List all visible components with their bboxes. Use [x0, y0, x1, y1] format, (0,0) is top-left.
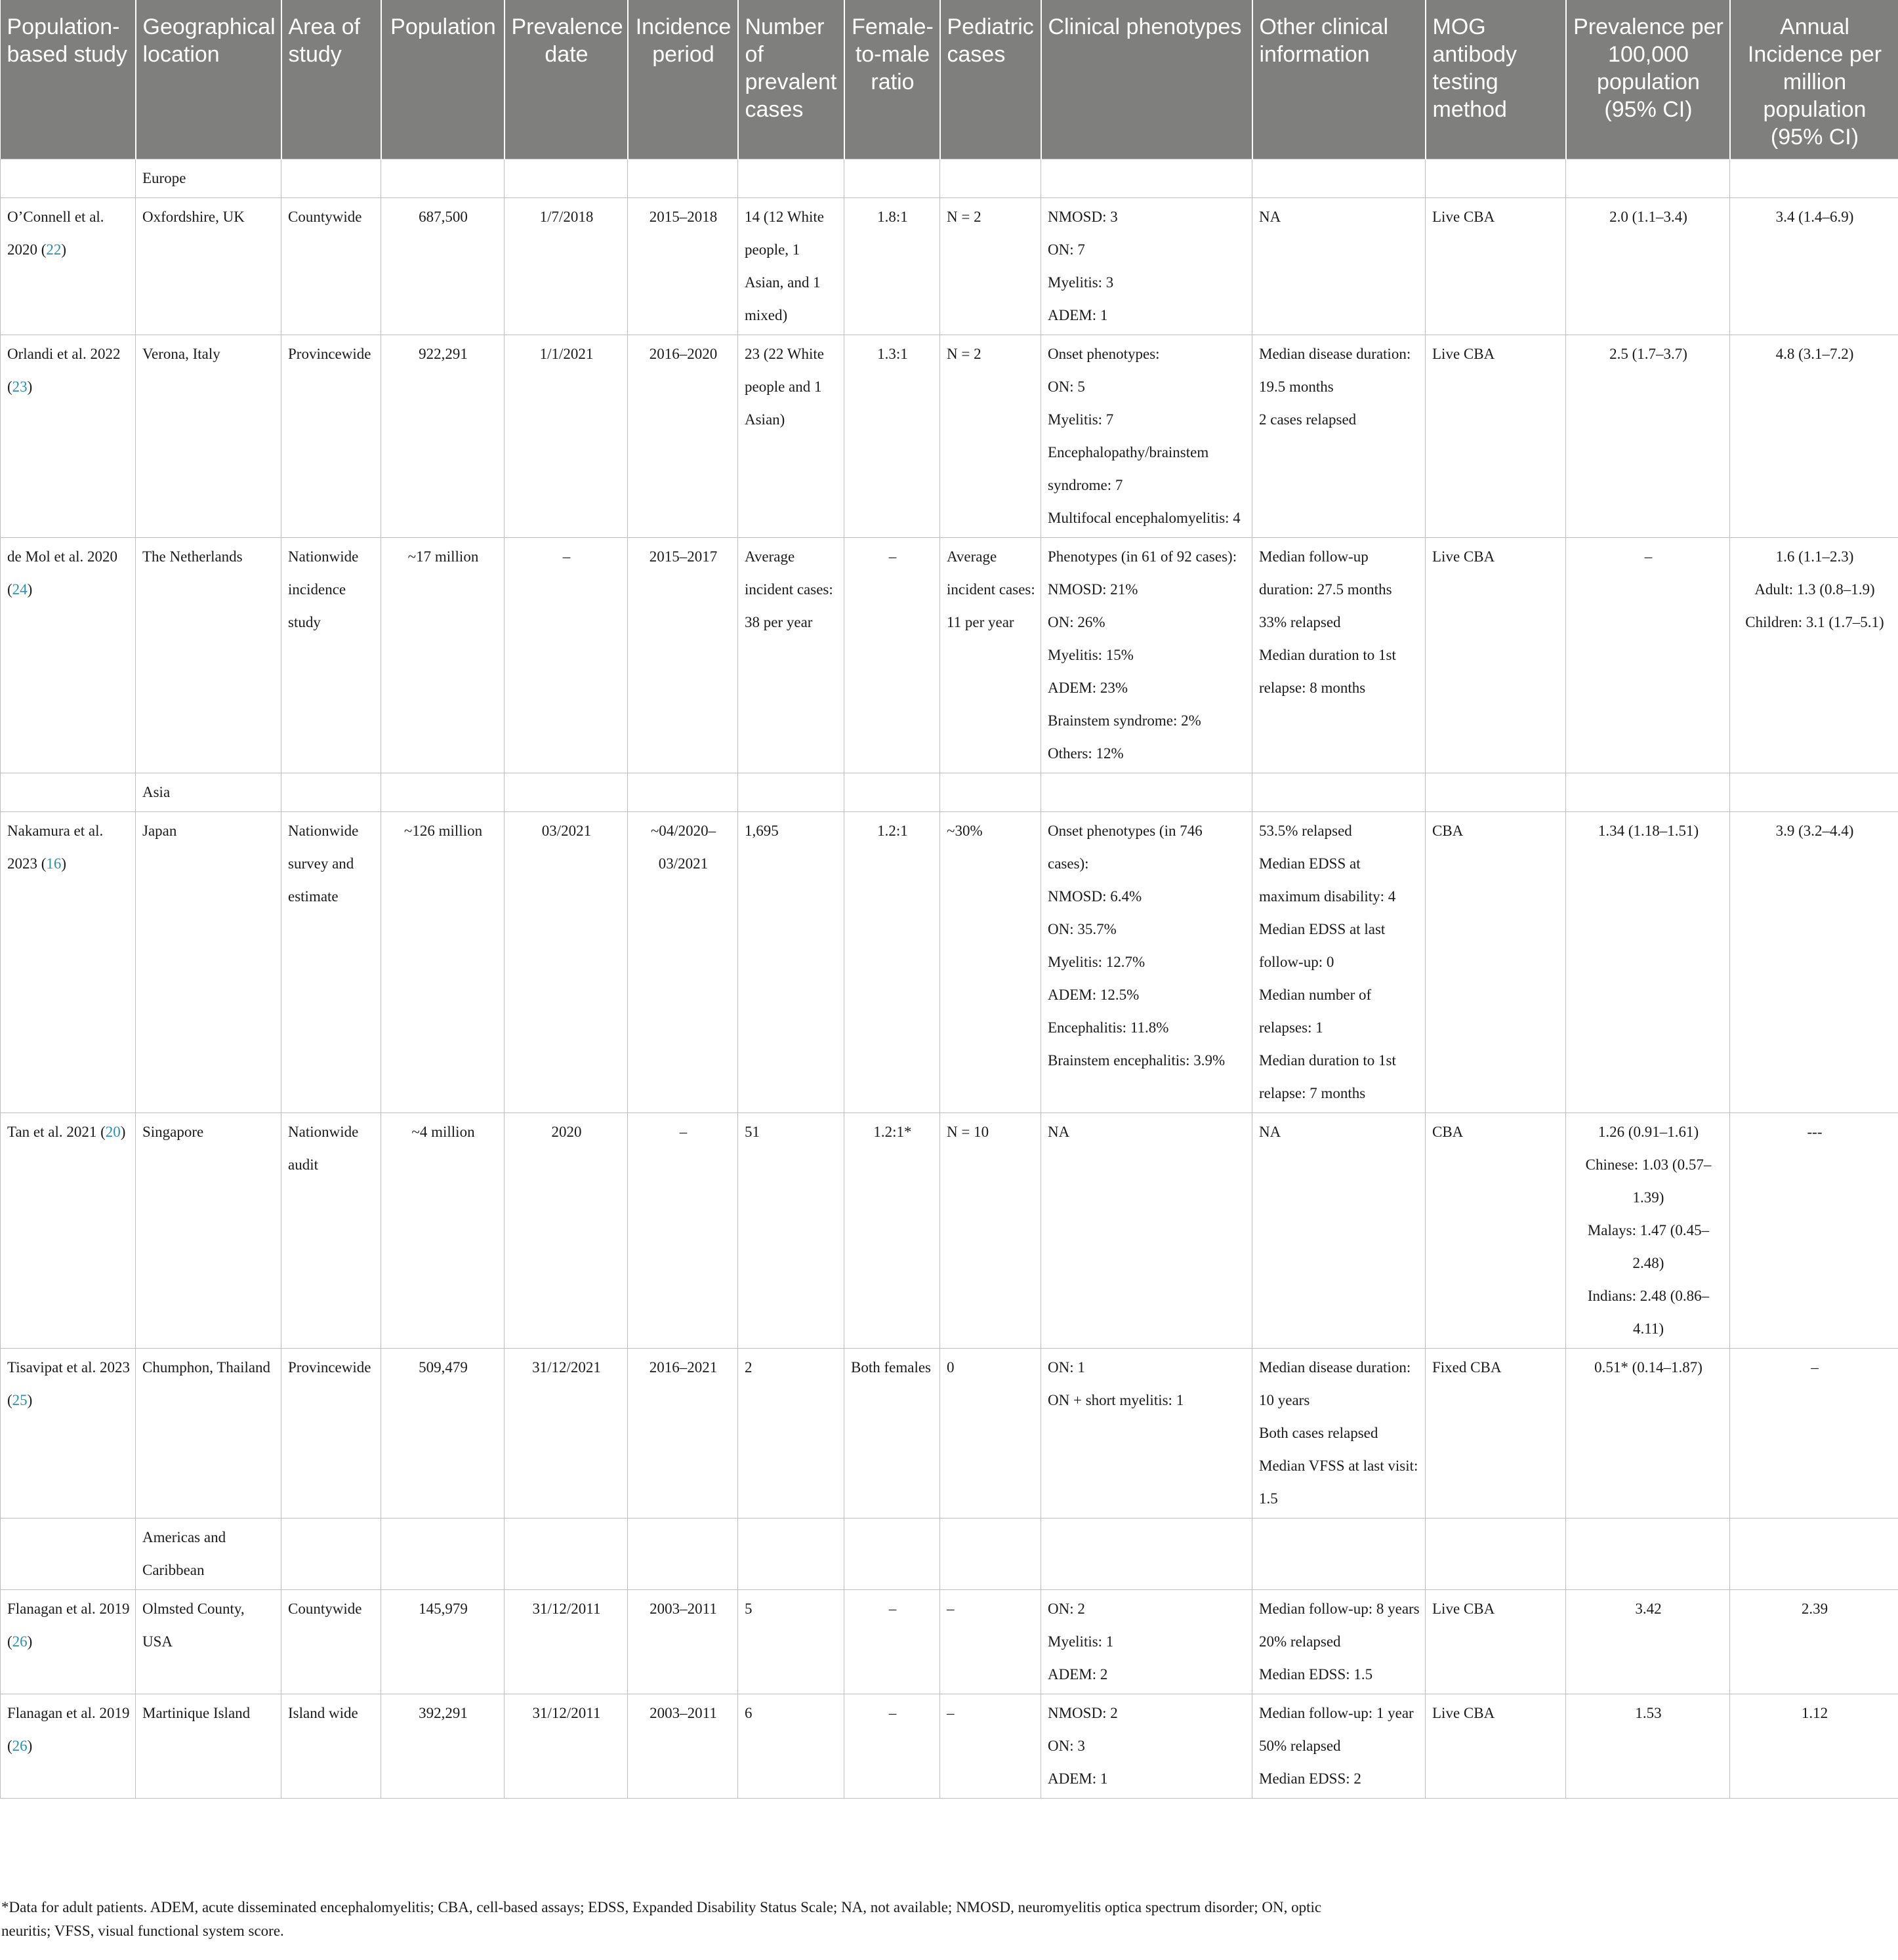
incidence-cell: [1730, 1113, 1898, 1349]
incidence-period-cell: 2016–2021: [628, 1349, 738, 1519]
study-name: O’Connell et al. 2020: [7, 209, 104, 258]
prevalence-cell-line: 2.0 (1.1–3.4): [1609, 209, 1687, 225]
empty-cell: [1566, 773, 1730, 812]
incidence-period-cell: 2015–2017: [628, 538, 738, 773]
empty-cell: [940, 773, 1041, 812]
prevalence-cell-line: –: [1644, 548, 1653, 565]
table-row: [1, 1113, 1898, 1349]
incidence-period-cell: 2016–2020: [628, 335, 738, 538]
location-cell: The Netherlands: [136, 538, 281, 773]
table-row: [1, 1694, 1898, 1799]
prevalence-date-cell: –: [505, 538, 628, 773]
phenotypes-cell-line: ON: 1: [1048, 1359, 1085, 1376]
prevalent-cases-cell: 2: [738, 1349, 844, 1519]
phenotypes-cell-line: Brainstem encephalitis: 3.9%: [1048, 1052, 1226, 1069]
area-cell: Provincewide: [281, 1349, 381, 1519]
header-incidence: Annual Incidence per million population (95% CI): [1730, 0, 1898, 159]
phenotypes-cell-line: ON: 5: [1048, 378, 1085, 395]
study-cell: Flanagan et al. 2019 (26): [1, 1694, 136, 1799]
empty-cell: [940, 1519, 1041, 1590]
area-cell: Nationwide audit: [281, 1113, 381, 1349]
study-name: Tisavipat et al. 2023: [7, 1359, 130, 1376]
ratio-cell: –: [844, 1590, 940, 1694]
other-info-cell: [1252, 812, 1426, 1113]
method-cell: CBA: [1426, 812, 1566, 1113]
phenotypes-cell-line: NMOSD: 21%: [1048, 581, 1138, 598]
incidence-period-cell: –: [628, 1113, 738, 1349]
phenotypes-cell-line: Myelitis: 1: [1048, 1633, 1114, 1650]
empty-cell: [1041, 773, 1252, 812]
other-info-cell-line: NA: [1259, 209, 1281, 225]
header-location: Geographical location: [136, 0, 281, 159]
empty-cell: [1, 1519, 136, 1590]
empty-cell: [738, 159, 844, 198]
study-name: Flanagan et al. 2019: [7, 1601, 130, 1617]
other-info-cell-line: Median EDSS: 2: [1259, 1770, 1361, 1787]
region-row-americas: [1, 1519, 1898, 1590]
phenotypes-cell: [1041, 335, 1252, 538]
study-name: Flanagan et al. 2019: [7, 1705, 130, 1721]
incidence-cell: [1730, 198, 1898, 335]
empty-cell: [281, 1519, 381, 1590]
reference-link[interactable]: 26: [12, 1738, 28, 1754]
phenotypes-cell-line: ON + short myelitis: 1: [1048, 1392, 1184, 1408]
study-cell: Tan et al. 2021 (20): [1, 1113, 136, 1349]
method-cell: Fixed CBA: [1426, 1349, 1566, 1519]
phenotypes-cell: [1041, 812, 1252, 1113]
location-cell: Verona, Italy: [136, 335, 281, 538]
population-cell: 687,500: [381, 198, 505, 335]
empty-cell: [1252, 1519, 1426, 1590]
prevalence-cell-line: 1.53: [1635, 1705, 1662, 1721]
pediatric-cell: 0: [940, 1349, 1041, 1519]
reference-link[interactable]: 23: [12, 378, 28, 395]
study-cell: Nakamura et al. 2023 (16): [1, 812, 136, 1113]
phenotypes-cell-line: Myelitis: 7: [1048, 411, 1114, 428]
empty-cell: [628, 1519, 738, 1590]
incidence-cell-line: 1.6 (1.1–2.3): [1775, 548, 1854, 565]
prevalence-cell-line: 2.5 (1.7–3.7): [1609, 346, 1687, 362]
incidence-cell-line: –: [1811, 1359, 1819, 1376]
prevalent-cases-cell: 5: [738, 1590, 844, 1694]
other-info-cell-line: Both cases relapsed: [1259, 1425, 1378, 1441]
prevalence-cell: [1566, 1694, 1730, 1799]
prevalence-date-cell: 1/7/2018: [505, 198, 628, 335]
pediatric-cell: N = 2: [940, 198, 1041, 335]
phenotypes-cell-line: Myelitis: 15%: [1048, 647, 1134, 663]
region-label: Asia: [136, 773, 281, 812]
method-cell: Live CBA: [1426, 1590, 1566, 1694]
location-cell: Olmsted County, USA: [136, 1590, 281, 1694]
prevalence-date-cell: 1/1/2021: [505, 335, 628, 538]
phenotypes-cell-line: ADEM: 1: [1048, 1770, 1108, 1787]
empty-cell: [1566, 159, 1730, 198]
table-footnote: *Data for adult patients. ADEM, acute disseminated encephalomyelitis; CBA, cell-based assays; EDSS, Expanded Disability Status Scale; NA, not available; NMOSD, neuromyelitis optica spectrum disorder; ON, optic neuritis; VFSS, visual functional system score.: [1, 1899, 1322, 1939]
method-cell: Live CBA: [1426, 1694, 1566, 1799]
other-info-cell-line: Median follow-up: 1 year: [1259, 1705, 1414, 1721]
incidence-cell: [1730, 1349, 1898, 1519]
other-info-cell-line: Median duration to 1st relapse: 8 months: [1259, 647, 1396, 696]
phenotypes-cell-line: NMOSD: 3: [1048, 209, 1118, 225]
empty-cell: [505, 773, 628, 812]
method-cell: Live CBA: [1426, 198, 1566, 335]
other-info-cell-line: 20% relapsed: [1259, 1633, 1341, 1650]
prevalent-cases-cell: Average incident cases: 38 per year: [738, 538, 844, 773]
other-info-cell-line: Median disease duration: 10 years: [1259, 1359, 1411, 1408]
prevalent-cases-cell: 23 (22 White people and 1 Asian): [738, 335, 844, 538]
area-cell: Island wide: [281, 1694, 381, 1799]
empty-cell: [505, 1519, 628, 1590]
phenotypes-cell-line: ADEM: 12.5%: [1048, 987, 1140, 1003]
prevalence-cell-line: 3.42: [1635, 1601, 1662, 1617]
header-prevalence: Prevalence per 100,000 population (95% CI): [1566, 0, 1730, 159]
study-name: Nakamura et al. 2023: [7, 823, 104, 872]
ratio-cell: –: [844, 538, 940, 773]
phenotypes-cell-line: ON: 2: [1048, 1601, 1085, 1617]
population-cell: ~17 million: [381, 538, 505, 773]
phenotypes-cell-line: ON: 3: [1048, 1738, 1085, 1754]
region-label: Americas and Caribbean: [136, 1519, 281, 1590]
other-info-cell-line: Median number of relapses: 1: [1259, 987, 1372, 1036]
empty-cell: [844, 773, 940, 812]
other-info-cell: [1252, 1590, 1426, 1694]
phenotypes-cell-line: Myelitis: 3: [1048, 274, 1114, 291]
prevalence-date-cell: 03/2021: [505, 812, 628, 1113]
phenotypes-cell: [1041, 538, 1252, 773]
pediatric-cell: ~30%: [940, 812, 1041, 1113]
other-info-cell-line: Median duration to 1st relapse: 7 months: [1259, 1052, 1396, 1101]
prevalence-cell: [1566, 1349, 1730, 1519]
reference-link[interactable]: 20: [105, 1124, 121, 1140]
ratio-cell: 1.2:1*: [844, 1113, 940, 1349]
prevalence-cell: [1566, 335, 1730, 538]
table-row: [1, 1349, 1898, 1519]
empty-cell: [628, 159, 738, 198]
phenotypes-cell: [1041, 1113, 1252, 1349]
population-cell: 392,291: [381, 1694, 505, 1799]
incidence-cell-line: 3.9 (3.2–4.4): [1775, 823, 1854, 839]
empty-cell: [1041, 159, 1252, 198]
header-population: Population: [381, 0, 505, 159]
prevalence-date-cell: 31/12/2011: [505, 1590, 628, 1694]
location-cell: Japan: [136, 812, 281, 1113]
phenotypes-cell-line: Onset phenotypes (in 746 cases):: [1048, 823, 1203, 872]
location-cell: Singapore: [136, 1113, 281, 1349]
table-body: [1, 159, 1898, 1799]
area-cell: Provincewide: [281, 335, 381, 538]
pediatric-cell: –: [940, 1694, 1041, 1799]
prevalence-cell-line: Malays: 1.47 (0.45–2.48): [1587, 1222, 1710, 1271]
method-cell: Live CBA: [1426, 538, 1566, 773]
location-cell: Oxfordshire, UK: [136, 198, 281, 335]
header-mog-method: MOG antibody testing method: [1426, 0, 1566, 159]
other-info-cell: [1252, 1694, 1426, 1799]
other-info-cell-line: Median EDSS at last follow-up: 0: [1259, 921, 1386, 970]
phenotypes-cell-line: ADEM: 2: [1048, 1666, 1108, 1683]
incidence-period-cell: 2003–2011: [628, 1694, 738, 1799]
prevalence-cell-line: 1.34 (1.18–1.51): [1598, 823, 1699, 839]
study-cell: Orlandi et al. 2022 (23): [1, 335, 136, 538]
empty-cell: [1041, 1519, 1252, 1590]
prevalent-cases-cell: 51: [738, 1113, 844, 1349]
empty-cell: [1, 773, 136, 812]
phenotypes-cell-line: ON: 7: [1048, 241, 1085, 258]
incidence-cell-line: 4.8 (3.1–7.2): [1775, 346, 1854, 362]
region-row-europe: [1, 159, 1898, 198]
other-info-cell-line: NA: [1259, 1124, 1281, 1140]
header-incidence-period: Incidence period: [628, 0, 738, 159]
empty-cell: [381, 1519, 505, 1590]
population-cell: 145,979: [381, 1590, 505, 1694]
study-cell: O’Connell et al. 2020 (22): [1, 198, 136, 335]
other-info-cell-line: Median VFSS at last visit: 1.5: [1259, 1458, 1418, 1507]
prevalence-date-cell: 2020: [505, 1113, 628, 1349]
empty-cell: [738, 1519, 844, 1590]
population-cell: ~4 million: [381, 1113, 505, 1349]
ratio-cell: 1.2:1: [844, 812, 940, 1113]
empty-cell: [940, 159, 1041, 198]
table-row: [1, 1590, 1898, 1694]
phenotypes-cell-line: ON: 35.7%: [1048, 921, 1117, 937]
reference-link[interactable]: 16: [46, 855, 62, 872]
header-other-info: Other clinical information: [1252, 0, 1426, 159]
population-cell: 922,291: [381, 335, 505, 538]
phenotypes-cell-line: Myelitis: 12.7%: [1048, 954, 1145, 970]
incidence-cell-line: 2.39: [1801, 1601, 1828, 1617]
prevalence-cell: [1566, 538, 1730, 773]
phenotypes-cell-line: Brainstem syndrome: 2%: [1048, 712, 1201, 729]
table-row: [1, 812, 1898, 1113]
area-cell: Nationwide survey and estimate: [281, 812, 381, 1113]
empty-cell: [1426, 159, 1566, 198]
reference-link[interactable]: 22: [46, 241, 62, 258]
prevalence-cell-line: Chinese: 1.03 (0.57–1.39): [1585, 1156, 1712, 1206]
area-cell: Nationwide incidence study: [281, 538, 381, 773]
population-cell: 509,479: [381, 1349, 505, 1519]
incidence-period-cell: ~04/2020–03/2021: [628, 812, 738, 1113]
phenotypes-cell-line: Encephalopathy/brainstem syndrome: 7: [1048, 444, 1209, 493]
table-row: [1, 538, 1898, 773]
prevalence-cell: [1566, 198, 1730, 335]
study-cell: de Mol et al. 2020 (24): [1, 538, 136, 773]
region-row-asia: [1, 773, 1898, 812]
method-cell: Live CBA: [1426, 335, 1566, 538]
phenotypes-cell: [1041, 198, 1252, 335]
header-prevalence-date: Prevalence date: [505, 0, 628, 159]
header-ratio: Female-to-male ratio: [844, 0, 940, 159]
empty-cell: [381, 773, 505, 812]
other-info-cell-line: 33% relapsed: [1259, 614, 1341, 630]
incidence-period-cell: 2015–2018: [628, 198, 738, 335]
prevalence-cell: [1566, 1113, 1730, 1349]
other-info-cell-line: Median follow-up: 8 years: [1259, 1601, 1420, 1617]
prevalence-cell: [1566, 812, 1730, 1113]
other-info-cell: [1252, 198, 1426, 335]
phenotypes-cell-line: Onset phenotypes:: [1048, 346, 1160, 362]
incidence-period-cell: 2003–2011: [628, 1590, 738, 1694]
incidence-cell-line: Adult: 1.3 (0.8–1.9): [1754, 581, 1875, 598]
prevalence-cell-line: 1.26 (0.91–1.61): [1598, 1124, 1699, 1140]
phenotypes-cell: [1041, 1590, 1252, 1694]
header-prevalent-cases: Number of prevalent cases: [738, 0, 844, 159]
other-info-cell: [1252, 1113, 1426, 1349]
incidence-cell-line: Children: 3.1 (1.7–5.1): [1745, 614, 1884, 630]
prevalence-cell-line: Indians: 2.48 (0.86–4.11): [1587, 1288, 1710, 1337]
other-info-cell: [1252, 335, 1426, 538]
population-cell: ~126 million: [381, 812, 505, 1113]
prevalence-cell: [1566, 1590, 1730, 1694]
prevalent-cases-cell: 1,695: [738, 812, 844, 1113]
header-pediatric: Pediatric cases: [940, 0, 1041, 159]
empty-cell: [1426, 1519, 1566, 1590]
empty-cell: [281, 159, 381, 198]
prevalence-cell-line: 0.51* (0.14–1.87): [1594, 1359, 1702, 1376]
empty-cell: [628, 773, 738, 812]
location-cell: Chumphon, Thailand: [136, 1349, 281, 1519]
prevalent-cases-cell: 6: [738, 1694, 844, 1799]
phenotypes-cell-line: ON: 26%: [1048, 614, 1105, 630]
header-study: Population-based study: [1, 0, 136, 159]
pediatric-cell: Average incident cases: 11 per year: [940, 538, 1041, 773]
pediatric-cell: –: [940, 1590, 1041, 1694]
reference-link[interactable]: 26: [12, 1633, 28, 1650]
empty-cell: [1730, 1519, 1898, 1590]
incidence-cell-line: 3.4 (1.4–6.9): [1775, 209, 1854, 225]
incidence-cell: [1730, 1590, 1898, 1694]
incidence-cell-line: 1.12: [1801, 1705, 1828, 1721]
study-name: Tan et al. 2021: [7, 1124, 97, 1140]
table-row: [1, 198, 1898, 335]
empty-cell: [844, 159, 940, 198]
other-info-cell-line: Median EDSS at maximum disability: 4: [1259, 855, 1396, 905]
empty-cell: [281, 773, 381, 812]
ratio-cell: 1.8:1: [844, 198, 940, 335]
empty-cell: [1252, 159, 1426, 198]
empty-cell: [1426, 773, 1566, 812]
phenotypes-cell-line: ADEM: 23%: [1048, 680, 1128, 696]
header-phenotypes: Clinical phenotypes: [1041, 0, 1252, 159]
prevalence-date-cell: 31/12/2011: [505, 1694, 628, 1799]
phenotypes-cell: [1041, 1349, 1252, 1519]
ratio-cell: –: [844, 1694, 940, 1799]
area-cell: Countywide: [281, 1590, 381, 1694]
incidence-cell: [1730, 1694, 1898, 1799]
phenotypes-cell: [1041, 1694, 1252, 1799]
phenotypes-cell-line: NMOSD: 6.4%: [1048, 888, 1142, 905]
pediatric-cell: N = 2: [940, 335, 1041, 538]
table-row: [1, 335, 1898, 538]
table-header-row: [1, 0, 1898, 159]
study-name: de Mol et al. 2020: [7, 548, 117, 565]
empty-cell: [1, 159, 136, 198]
reference-link[interactable]: 25: [12, 1392, 28, 1408]
other-info-cell: [1252, 1349, 1426, 1519]
location-cell: Martinique Island: [136, 1694, 281, 1799]
prevalence-date-cell: 31/12/2021: [505, 1349, 628, 1519]
empty-cell: [381, 159, 505, 198]
phenotypes-cell-line: NA: [1048, 1124, 1070, 1140]
prevalent-cases-cell: 14 (12 White people, 1 Asian, and 1 mixed): [738, 198, 844, 335]
empty-cell: [1566, 1519, 1730, 1590]
ratio-cell: Both females: [844, 1349, 940, 1519]
incidence-cell: [1730, 335, 1898, 538]
empty-cell: [1730, 159, 1898, 198]
other-info-cell-line: 53.5% relapsed: [1259, 823, 1352, 839]
study-cell: Flanagan et al. 2019 (26): [1, 1590, 136, 1694]
phenotypes-cell-line: ADEM: 1: [1048, 307, 1108, 323]
other-info-cell: [1252, 538, 1426, 773]
empty-cell: [738, 773, 844, 812]
ratio-cell: 1.3:1: [844, 335, 940, 538]
phenotypes-cell-line: Multifocal encephalomyelitis: 4: [1048, 510, 1241, 526]
incidence-cell: [1730, 538, 1898, 773]
other-info-cell-line: Median follow-up duration: 27.5 months: [1259, 548, 1392, 598]
phenotypes-cell-line: Phenotypes (in 61 of 92 cases):: [1048, 548, 1237, 565]
incidence-cell-line: ---: [1807, 1124, 1823, 1140]
method-cell: CBA: [1426, 1113, 1566, 1349]
reference-link[interactable]: 24: [12, 581, 28, 598]
study-name: Orlandi et al. 2022: [7, 346, 121, 362]
other-info-cell-line: 50% relapsed: [1259, 1738, 1341, 1754]
header-area: Area of study: [281, 0, 381, 159]
incidence-cell: [1730, 812, 1898, 1113]
empty-cell: [1730, 773, 1898, 812]
other-info-cell-line: Median EDSS: 1.5: [1259, 1666, 1373, 1683]
phenotypes-cell-line: NMOSD: 2: [1048, 1705, 1118, 1721]
empty-cell: [1252, 773, 1426, 812]
region-label: Europe: [136, 159, 281, 198]
empty-cell: [505, 159, 628, 198]
pediatric-cell: N = 10: [940, 1113, 1041, 1349]
other-info-cell-line: 2 cases relapsed: [1259, 411, 1357, 428]
study-cell: Tisavipat et al. 2023 (25): [1, 1349, 136, 1519]
phenotypes-cell-line: Encephalitis: 11.8%: [1048, 1019, 1169, 1036]
area-cell: Countywide: [281, 198, 381, 335]
empty-cell: [844, 1519, 940, 1590]
phenotypes-cell-line: Others: 12%: [1048, 745, 1124, 762]
other-info-cell-line: Median disease duration: 19.5 months: [1259, 346, 1411, 395]
